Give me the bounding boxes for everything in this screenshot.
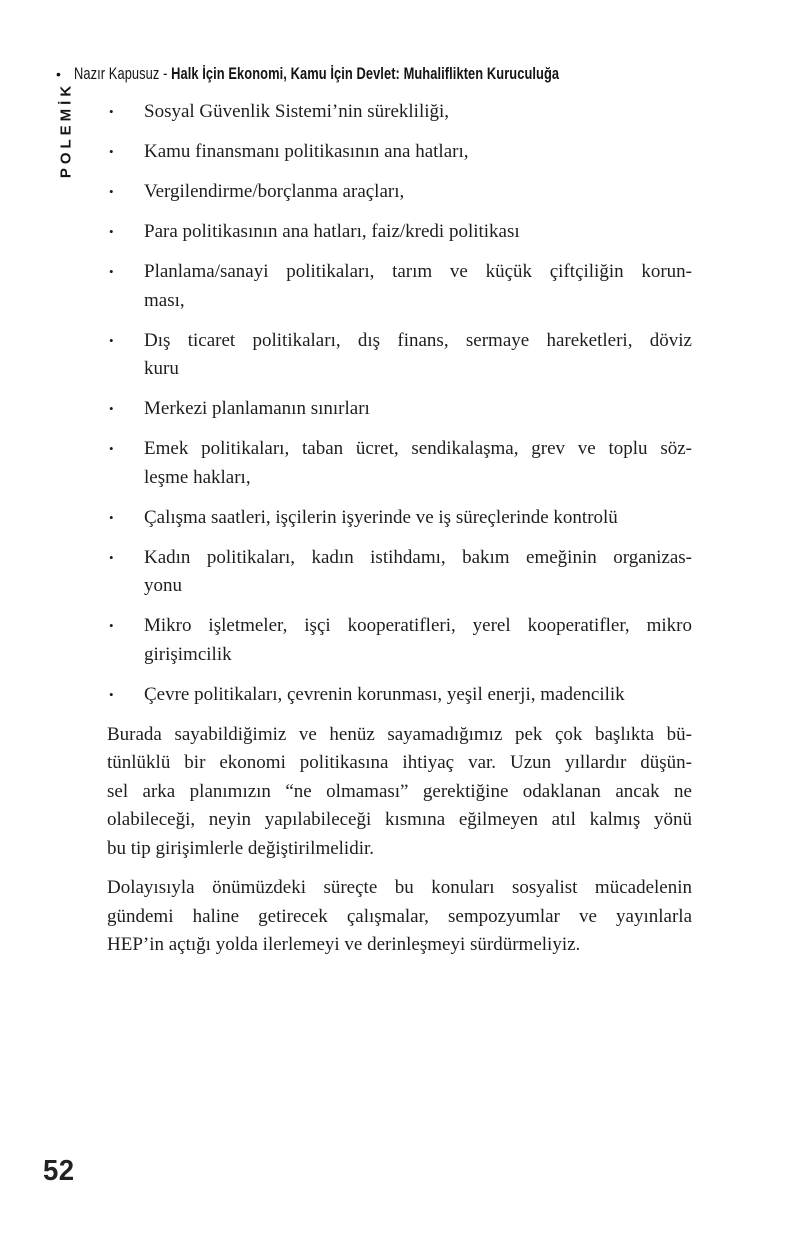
page-content [107, 98, 692, 960]
bullet-icon: • [109, 184, 114, 199]
list-item-text [144, 681, 692, 710]
list-item-text [144, 178, 692, 207]
text-line: Para politikasının ana hatları, faiz/kredi politikası [144, 221, 520, 242]
bullet-icon: • [109, 104, 114, 119]
text-line: Emek politikaları, taban ücret, sendikalaşma, grev ve toplu söz- [144, 438, 692, 459]
page-number: 52 [43, 1155, 75, 1187]
text-line: Dış ticaret politikaları, dış finans, sermaye hareketleri, döviz [144, 329, 692, 351]
list-item-text [144, 327, 692, 384]
header-title: Halk İçin Ekonomi, Kamu İçin Devlet: Muhaliflikten Kuruculuğa [171, 64, 560, 83]
text-line: ması, [144, 289, 185, 311]
bullet-icon: • [109, 224, 114, 239]
text-line: Vergilendirme/borçlanma araçları, [144, 181, 405, 202]
list-item [107, 327, 692, 384]
list-item-text [144, 504, 692, 533]
list-item [107, 544, 692, 601]
header-text [74, 65, 559, 84]
list-item [107, 218, 692, 247]
bullet-icon: • [109, 509, 114, 525]
bullet-icon: • [109, 144, 114, 159]
list-item-text [144, 98, 692, 127]
list-item [107, 138, 692, 167]
list-item-text [144, 138, 692, 167]
paragraph [107, 874, 692, 960]
text-line: leşme hakları, [144, 466, 251, 488]
text-line: Mikro işletmeler, işçi kooperatifleri, yerel kooperatifler, mikro [144, 615, 692, 636]
list-item-text [144, 544, 692, 601]
text-line: Kadın politikaları, kadın istihdamı, bakım emeğinin organizas- [144, 546, 692, 568]
list-item [107, 612, 692, 669]
text-line: Dolayısıyla önümüzdeki süreçte bu konuları sosyalist mücadelenin [107, 877, 692, 898]
text-line: Burada sayabildiğimiz ve henüz sayamadığımız pek çok başlıkta bü- [107, 723, 692, 745]
text-line: tünlüklü bir ekonomi politikasına ihtiyaç var. Uzun yıllardır düşün- [107, 752, 692, 773]
list-item-text [144, 258, 692, 315]
paragraph [107, 721, 692, 864]
bullet-icon: • [109, 441, 114, 456]
list-item [107, 258, 692, 315]
section-label-vertical: POLEMİK [57, 81, 75, 179]
text-line: Sosyal Güvenlik Sistemi’nin sürekliliği, [144, 101, 450, 122]
list-item-text [144, 435, 692, 492]
text-line: sel arka planımızın “ne olmaması” gerektiğine odaklanan ancak ne [107, 780, 692, 802]
list-item [107, 178, 692, 207]
bullet-icon: • [109, 549, 114, 565]
paragraph-block [107, 721, 692, 960]
text-line: Çevre politikaları, çevrenin korunması, yeşil enerji, madencilik [144, 683, 625, 705]
running-header [56, 62, 696, 86]
list-item [107, 395, 692, 424]
text-line: gündemi haline getirecek çalışmalar, sempozyumlar ve yayınlarla [107, 905, 692, 927]
bullet-icon: • [109, 264, 114, 279]
text-line: yonu [144, 575, 182, 596]
text-line: kuru [144, 358, 179, 379]
text-line: olabileceği, neyin yapılabileceği kısmına eğilmeyen atıl kalmış yönü [107, 809, 692, 830]
text-line: girişimcilik [144, 643, 232, 665]
list-item [107, 504, 692, 533]
bullet-icon: • [109, 618, 114, 633]
text-line: Planlama/sanayi politikaları, tarım ve küçük çiftçiliğin korun- [144, 261, 692, 282]
text-line: Kamu finansmanı politikasının ana hatları, [144, 141, 469, 162]
list-item [107, 681, 692, 710]
list-item-text [144, 612, 692, 669]
bullet-icon: • [109, 686, 114, 702]
text-line: HEP’in açtığı yolda ilerlemeyi ve derinleşmeyi sürdürmeliyiz. [107, 934, 581, 955]
text-line: Çalışma saatleri, işçilerin işyerinde ve iş süreçlerinde kontrolü [144, 506, 618, 528]
text-line: bu tip girişimlerle değiştirilmelidir. [107, 837, 375, 859]
header-separator: - [159, 64, 172, 83]
bullet-icon: • [109, 401, 114, 416]
header-author: Nazır Kapusuz [73, 64, 160, 83]
bullet-list [107, 98, 692, 709]
text-line: Merkezi planlamanın sınırları [144, 398, 370, 419]
bullet-icon: • [109, 332, 114, 348]
header-bullet-icon: • [56, 66, 61, 82]
list-item-text [144, 395, 692, 424]
list-item [107, 98, 692, 127]
list-item-text [144, 218, 692, 247]
list-item [107, 435, 692, 492]
